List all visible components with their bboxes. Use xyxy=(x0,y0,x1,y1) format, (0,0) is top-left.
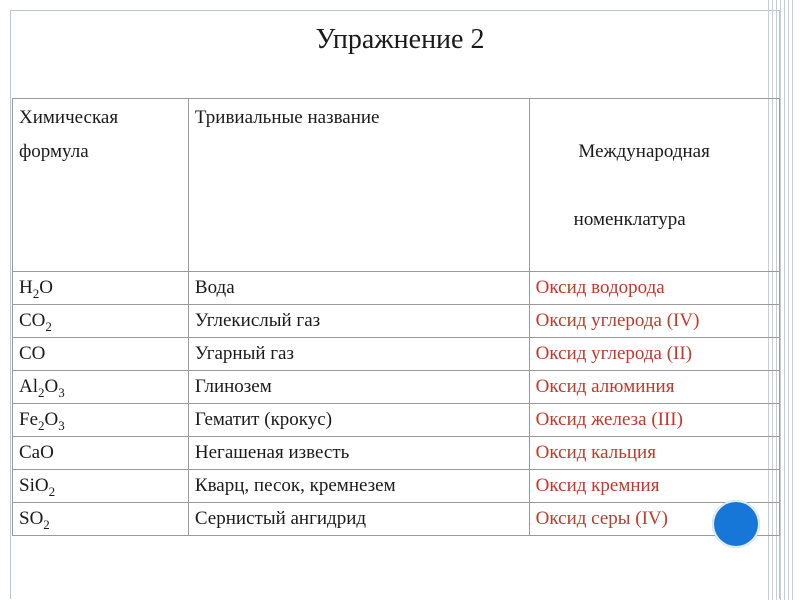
formula-cell xyxy=(13,437,189,470)
iupac-name-cell: Оксид углерода (IV) xyxy=(529,305,779,338)
formula-element: Fe xyxy=(19,409,38,430)
formula-element: H xyxy=(19,277,33,298)
formula-cell xyxy=(13,470,189,503)
formula-subscript: 3 xyxy=(58,418,65,433)
trivial-name-cell: Угарный газ xyxy=(188,338,529,371)
formula-element: CO xyxy=(19,343,46,364)
table-row xyxy=(13,338,780,371)
table-row xyxy=(13,503,780,536)
trivial-name-cell: Кварц, песок, кремнезем xyxy=(188,470,529,503)
formula-element: CO xyxy=(19,310,46,331)
formula-element: SiO xyxy=(19,475,49,496)
table-row xyxy=(13,437,780,470)
formula-cell xyxy=(13,371,189,404)
formula-element: Al xyxy=(19,376,38,397)
header-formula xyxy=(13,99,189,272)
header-trivial-line1: Тривиальные название xyxy=(194,107,380,128)
formula-element: SO xyxy=(19,508,44,529)
oxide-table xyxy=(12,98,780,536)
iupac-name-cell: Оксид алюминия xyxy=(529,371,779,404)
header-iupac xyxy=(529,99,779,272)
formula-subscript: 2 xyxy=(43,517,50,532)
formula-subscript: 2 xyxy=(38,418,45,433)
trivial-name-cell: Углекислый газ xyxy=(188,305,529,338)
iupac-name-cell: Оксид кальция xyxy=(529,437,779,470)
decor-stripe xyxy=(788,0,789,600)
header-formula-line1: Химическая xyxy=(19,107,119,128)
formula-cell xyxy=(13,305,189,338)
trivial-name-cell: Вода xyxy=(188,272,529,305)
iupac-name-cell: Оксид железа (III) xyxy=(529,404,779,437)
blue-circle-icon xyxy=(712,500,760,548)
table-row xyxy=(13,272,780,305)
decor-stripe xyxy=(792,0,793,600)
table-row xyxy=(13,305,780,338)
formula-subscript: 3 xyxy=(58,385,65,400)
iupac-name-cell: Оксид углерода (II) xyxy=(529,338,779,371)
header-trivial xyxy=(188,99,529,272)
formula-element: CaO xyxy=(19,442,54,463)
formula-subscript: 2 xyxy=(48,484,56,499)
formula-subscript: 2 xyxy=(45,319,52,334)
formula-element: O xyxy=(39,277,53,298)
trivial-name-cell: Негашеная известь xyxy=(188,437,529,470)
decor-stripe xyxy=(780,0,781,600)
formula-element: O xyxy=(44,376,59,397)
header-iupac-line1: Международная xyxy=(573,141,710,162)
trivial-name-cell: Гематит (крокус) xyxy=(188,404,529,437)
trivial-name-cell: Глинозем xyxy=(188,371,529,404)
formula-cell xyxy=(13,338,189,371)
trivial-name-cell: Сернистый ангидрид xyxy=(188,503,529,536)
table-row xyxy=(13,470,780,503)
formula-cell xyxy=(13,503,189,536)
table-row xyxy=(13,404,780,437)
formula-subscript: 2 xyxy=(32,286,40,301)
iupac-name-cell: Оксид водорода xyxy=(529,272,779,305)
decor-stripe xyxy=(784,0,785,600)
header-formula-line2: формула xyxy=(19,141,89,162)
table-row xyxy=(13,371,780,404)
iupac-name-cell: Оксид кремния xyxy=(529,470,779,503)
formula-cell xyxy=(13,272,189,305)
table-header-row xyxy=(13,99,780,272)
iupac-name-cell: Оксид серы (IV) xyxy=(529,503,779,536)
slide-title: Упражнение 2 xyxy=(315,24,485,55)
header-iupac-line2: номенклатура xyxy=(573,209,686,230)
formula-cell xyxy=(13,404,189,437)
formula-element: O xyxy=(44,409,59,430)
formula-subscript: 2 xyxy=(38,385,45,400)
